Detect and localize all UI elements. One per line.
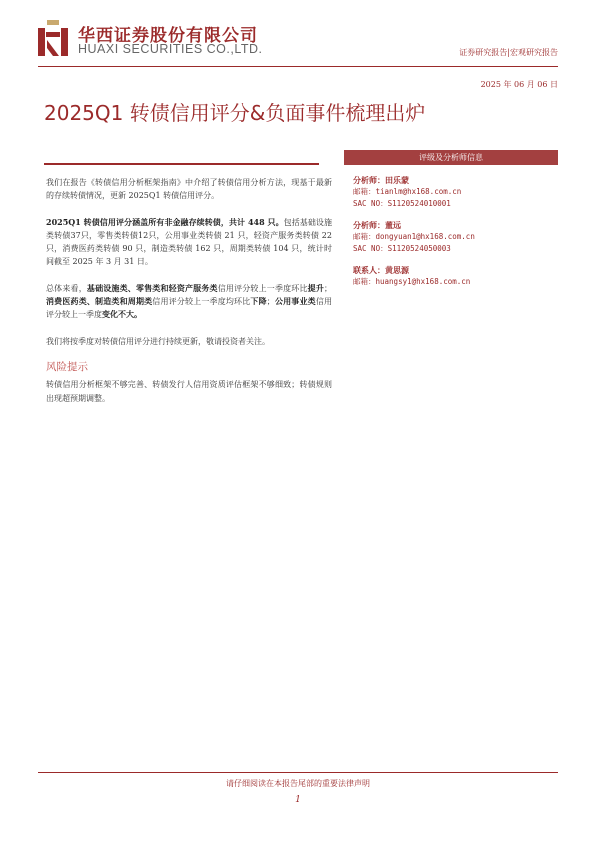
summary-text: ； [324, 283, 333, 293]
analyst-block [344, 174, 558, 210]
analyst-email[interactable]: 邮箱：tianlm@hx168.com.cn [353, 187, 462, 196]
main-content [46, 176, 332, 418]
paragraph-summary [46, 282, 332, 322]
analyst-sac: SAC NO：S1120524010001 [353, 199, 451, 208]
summary-text: ； [266, 297, 275, 307]
page-number: 1 [295, 795, 301, 805]
analyst-name: 分析师：田乐蒙 [353, 175, 409, 185]
company-name-en: HUAXI SECURITIES CO.,LTD. [78, 42, 263, 56]
summary-text: 信用评分较上一季度 [46, 297, 333, 320]
contact-email[interactable]: 邮箱：huangsy1@hx168.com.cn [353, 277, 471, 286]
coverage-detail: 包括基础设施类转债37只，零售类转债12只，公用事业类转债 21 只，轻资产服务类转债 22 只，消费医药类转债 90 只，制造类转债 162 只，周期类转债 104 只，统计时间截至 2025 年 3 月 31 日。 [46, 217, 332, 267]
analyst-email[interactable]: 邮箱：dongyuan1@hx168.com.cn [353, 232, 475, 241]
paragraph-outlook: 我们将按季度对转债信用评分进行持续更新，敬请投资者关注。 [46, 336, 270, 346]
summary-bold: 基础设施类、零售类和轻资产服务类 [86, 282, 218, 293]
summary-bold: 消费医药类、制造类和周期类 [46, 296, 153, 307]
company-name-cn: 华西证券股份有限公司 [78, 26, 258, 46]
contact-block [344, 264, 558, 288]
footer-divider [38, 772, 558, 773]
paragraph-intro: 我们在报告《转债信用分析框架指南》中介绍了转债信用分析方法，现基于最新的存续转债情况，更新 2025Q1 转债信用评分。 [46, 178, 332, 201]
analyst-name: 分析师：董远 [353, 220, 401, 230]
summary-bold: 变化不大。 [102, 309, 142, 320]
analyst-block [344, 219, 558, 255]
summary-text: 信用评分较上一季度均环比 [152, 297, 251, 307]
summary-bold: 公用事业类 [274, 296, 316, 307]
analyst-sidebar [344, 150, 558, 288]
coverage-highlight: 2025Q1 转债信用评分涵盖所有非金融存续转债，共计 448 只。 [46, 216, 284, 227]
header-divider [38, 66, 558, 67]
report-type: 证券研究报告|宏观研究报告 [459, 48, 558, 57]
summary-text: 信用评分较上一季度环比 [217, 283, 308, 293]
analyst-sac: SAC NO：S1120524050003 [353, 244, 451, 253]
summary-bold: 下降 [250, 296, 267, 307]
title-divider [44, 163, 319, 165]
huaxi-logo-icon [38, 20, 68, 56]
contact-name: 联系人：黄思源 [353, 265, 409, 275]
sidebar-header: 评级及分析师信息 [344, 150, 558, 165]
risk-text: 转债信用分析框架不够完善、转债发行人信用资质评估框架不够细致；转债规则出现超预期调整。 [46, 380, 332, 403]
risk-title: 风险提示 [46, 360, 88, 373]
report-date: 2025 年 06 月 06 日 [480, 80, 558, 89]
paragraph-coverage [46, 216, 332, 269]
summary-text: 总体来看， [46, 283, 87, 293]
summary-bold: 提升 [307, 282, 325, 293]
legal-notice: 请仔细阅读在本报告尾部的重要法律声明 [226, 779, 370, 788]
report-title: 2025Q1 转债信用评分&负面事件梳理出炉 [44, 101, 426, 125]
